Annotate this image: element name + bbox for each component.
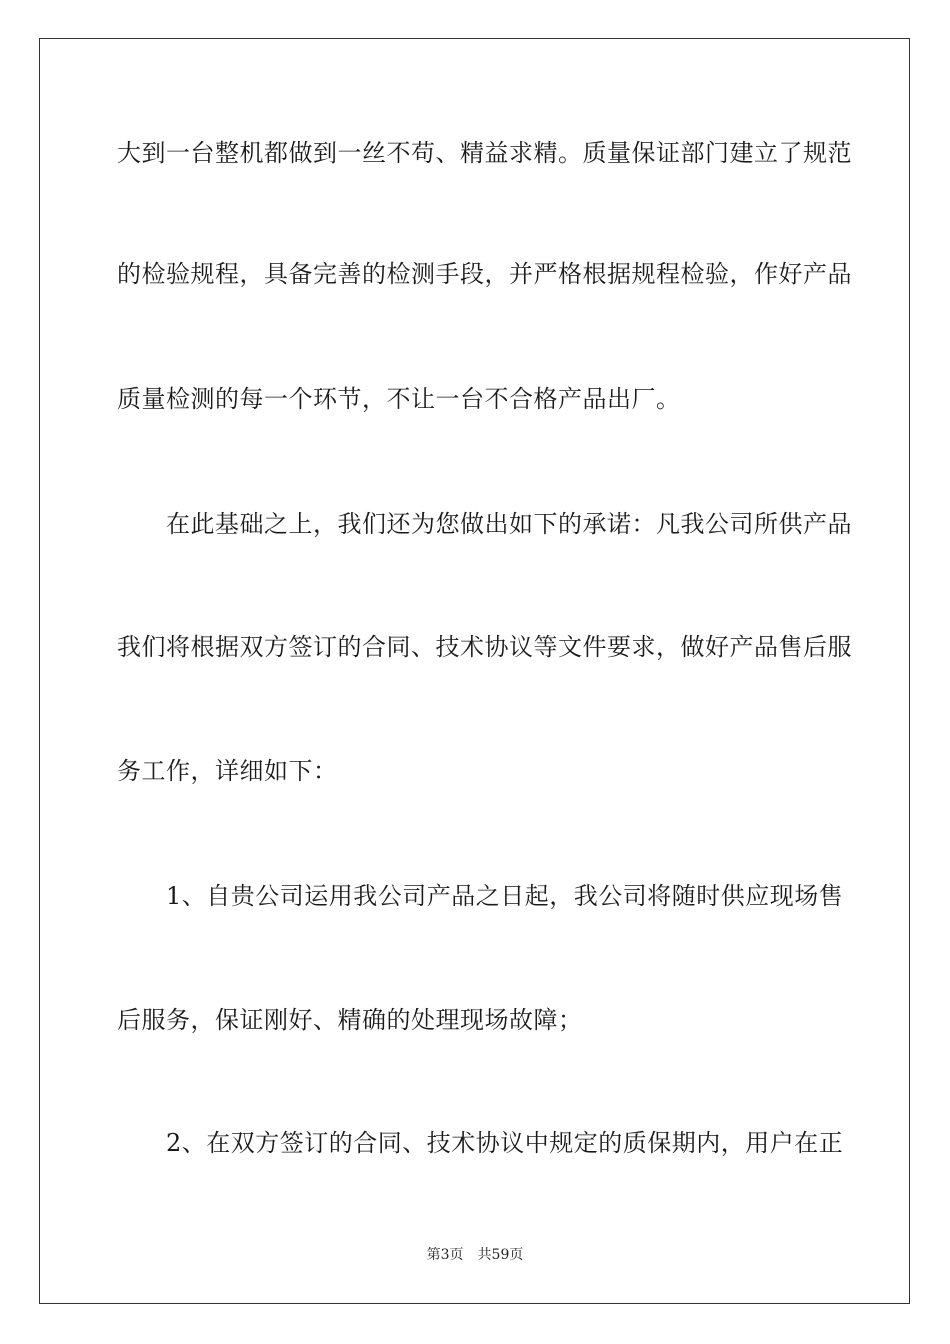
text-line: 的检验规程，具备完善的检测手段，并严格根据规程检验，作好产品 xyxy=(117,260,852,288)
page-number: 第3页 xyxy=(426,1247,464,1263)
text-line: 务工作，详细如下： xyxy=(117,757,338,785)
text-line: 1、自贵公司运用我公司产品之日起，我公司将随时供应现场售 xyxy=(117,882,844,910)
text-line: 后服务，保证刚好、精确的处理现场故障； xyxy=(117,1006,583,1034)
page-frame xyxy=(39,38,910,1304)
text-line: 质量检测的每一个环节，不让一台不合格产品出厂。 xyxy=(117,385,681,413)
text-line: 大到一台整机都做到一丝不苟、精益求精。质量保证部门建立了规范 xyxy=(117,139,852,167)
text-line: 我们将根据双方签订的合同、技术协议等文件要求，做好产品售后服 xyxy=(117,633,852,661)
page-total: 共59页 xyxy=(477,1247,524,1263)
text-line: 在此基础之上，我们还为您做出如下的承诺：凡我公司所供产品 xyxy=(117,510,852,538)
text-line: 2、在双方签订的合同、技术协议中规定的质保期内，用户在正 xyxy=(117,1129,844,1157)
page-footer xyxy=(0,1246,950,1264)
